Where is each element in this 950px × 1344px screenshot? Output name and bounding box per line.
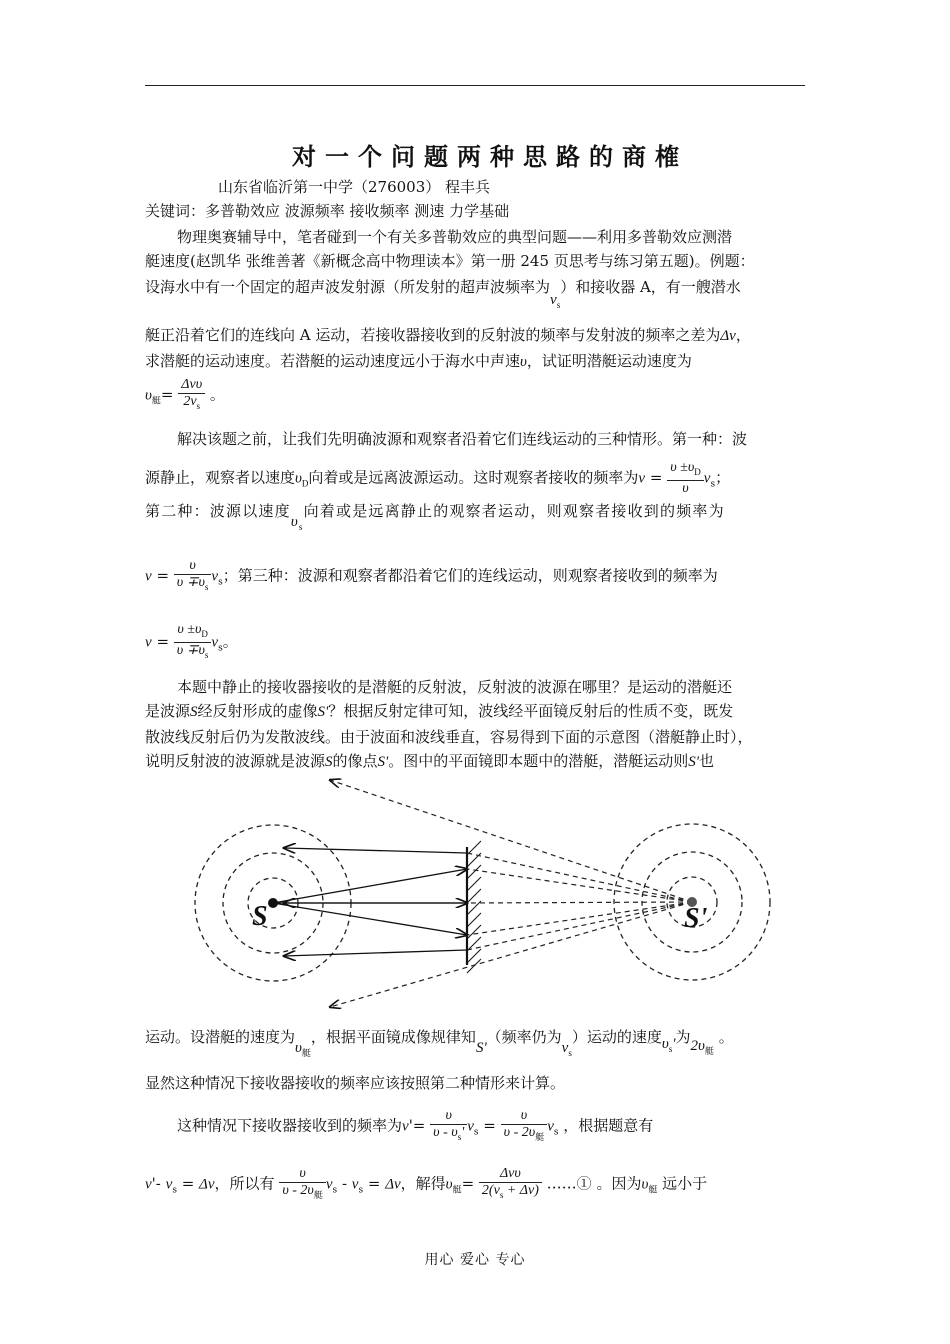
p3-line4: 说明反射波的波源就是波源S的像点S'。图中的平面镜即本题中的潜艇，潜艇运动则S'也 (145, 752, 714, 770)
mirror-reflection-diagram (180, 775, 780, 1015)
incident-rays (273, 869, 467, 935)
p2-line4: ν = $\frac{\upsilon}{\upsilon \mp\upsilon_s}$ $\nu_s$；第三种：波源和观察者都沿着它们的连线运动，则观察者接收到的频率为 (145, 558, 718, 592)
virtual-ray-extensions (330, 780, 692, 1007)
author-line: 山东省临沂第一中学（276003） 程丰兵 (218, 178, 491, 196)
header-rule (145, 85, 805, 86)
p1-formula: $\upsilon_艇=$ $\frac{\text{Δνυ}}{2\nu_s}$ 。 (145, 377, 225, 414)
p1-line3: 设海水中有一个固定的超声波发射源（所发射的超声波频率为$\nu_s$）和接收器 A，有一艘潜水 (145, 278, 741, 310)
p4-line1: 运动。设潜艇的速度为$\upsilon_艇$，根据平面镜成像规律知S'（频率仍为$\nu_s$）运动的速度$\upsilon_s'$为$2\upsilon_艇$ 。 (145, 1028, 734, 1058)
page-title: 对一个问题两种思路的商榷 (292, 142, 688, 171)
p3-line1: 本题中静止的接收器接收的是潜艇的反射波，反射波的波源在哪里？是运动的潜艇还 (177, 678, 733, 696)
math-nu-s: $\nu_s$ (550, 292, 561, 310)
page-footer: 用心 爱心 专心 (424, 1252, 526, 1268)
p1-line2: 艇速度(赵凯华 张维善著《新概念高中物理读本》第一册 245 页思考与练习第五题)。例题： (145, 252, 755, 270)
p2-line2: 源静止，观察者以速度$\upsilon_D$向着或是远离波源运动。这时观察者接收的频率为ν = $\frac{\upsilon \pm\upsilon_D}{\upsilon}$ $\nu_s$； (145, 460, 731, 496)
p5-line1: 这种情况下接收器接收到的频率为ν'= $\frac{\upsilon}{\upsilon - \upsilon_s'}$ $\nu_s$ = $\frac{\upsilon}{\upsilon - 2\upsilon_艇}$ $\nu_s$ ，根据题意有 (177, 1108, 654, 1142)
reflected-rays (284, 848, 467, 956)
label-s: S (252, 901, 268, 932)
keywords-line: 关键词：多普勒效应 波源频率 接收频率 测速 力学基础 (145, 202, 510, 220)
fraction-dnuv-2nus: $\frac{\text{Δνυ}}{2\nu_s}$ (178, 377, 205, 414)
p5-line2: ν'- $\nu_s = \Delta\nu$，所以有 $\frac{\upsilon}{\upsilon - 2\upsilon_艇}$ $\nu_s - \nu_s = \Delta\nu$，解得$\upsilon_艇=$ $\frac{\text{Δνυ}}{2(\nu_s + \Delta\nu)}$ ……① 。因为$\upsilon_艇$ 远小于 (145, 1166, 708, 1200)
label-s-prime: S' (684, 903, 708, 934)
p3-line2: 是波源S经反射形成的虚像S'？根据反射定律可知，波线经平面镜反射后的性质不变，既发 (145, 702, 734, 720)
source-point (268, 898, 278, 908)
p1-line1: 物理奥赛辅导中，笔者碰到一个有关多普勒效应的典型问题——利用多普勒效应测潜 (177, 228, 733, 246)
p2-line3: 第二种：波源以速度$\upsilon_s$向着或是远离静止的观察者运动，则观察者接收到的频率为 (145, 502, 725, 532)
p2-line1: 解决该题之前，让我们先明确波源和观察者沿着它们连线运动的三种情形。第一种：波 (177, 430, 748, 448)
p2-line5: ν = $\frac{\upsilon \pm\upsilon_D}{\upsilon \mp\upsilon_s}$ $\nu_s$。 (145, 622, 238, 660)
p1-line4: 艇正沿着它们的连线向 A 运动，若接收器接收到的反射波的频率与发射波的频率之差为Δν， (145, 326, 751, 344)
p3-line3: 散波线反射后仍为发散波线。由于波面和波线垂直，容易得到下面的示意图（潜艇静止时）， (145, 728, 753, 746)
p1-line5: 求潜艇的运动速度。若潜艇的运动速度远小于海水中声速υ，试证明潜艇运动速度为 (145, 352, 692, 370)
plane-mirror (467, 841, 481, 973)
p4-line2: 显然这种情况下接收器接收的频率应该按照第二种情形来计算。 (145, 1074, 566, 1092)
